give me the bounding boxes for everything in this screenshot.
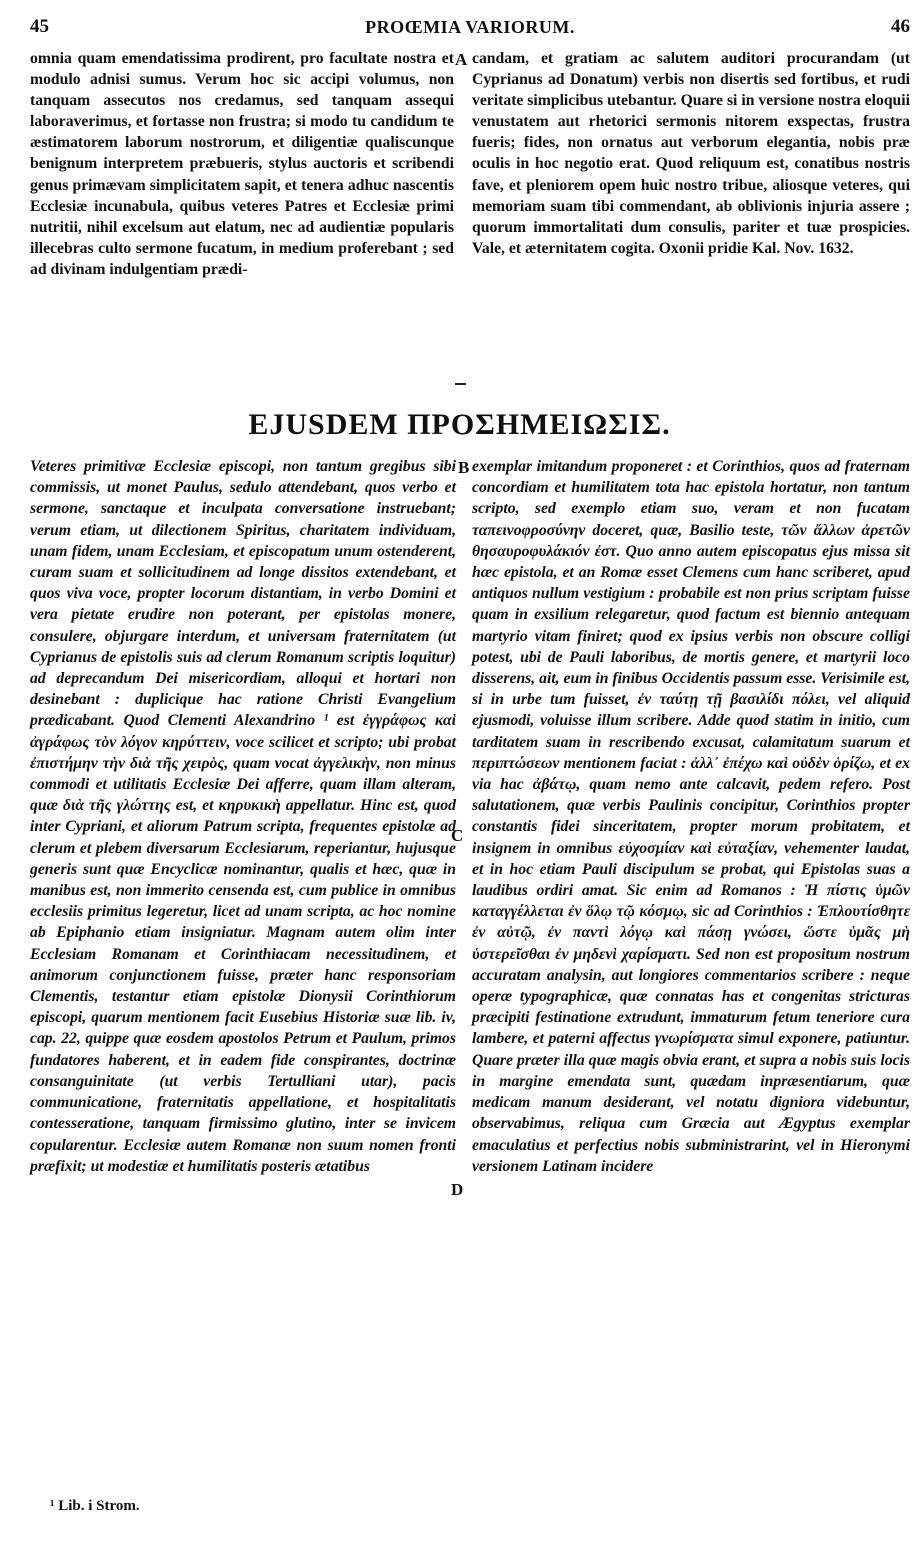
preface-left-text: omnia quam emendatissima prodirent, pro facultate nostra et modulo adnisi sumus. Verum hoc sic accipi volumus, non tanquam assecutos nos credamus, sed tanquam assequi laboraverimus, et fortasse non frustra; si modo tu candidum te æstimatorem laborum nostrorum, et diligentiæ qualiscunque benignum interpretem præbueris, stylus auctoris et scribendi genus primævam simplicitatem sapit, et tenera adhuc nascentis Ecclesiæ incunabula, quibus veteres Patres et Ecclesiæ primi nutritii, nihil excelsum aut elatum, nec ad audientiæ popularis illecebras culto sermone fucatum, in medium proferebant ; sed ad divinam indulgentiam prædi- [30,50,454,278]
preface-right-column [472,48,910,259]
prosemeiosis-right-text: exemplar imitandum proponeret : et Corinthios, quos ad fraternam concordiam et humilitatem tota hac epistola hortatur, non tantum scripto, sed exemplo etiam suo, veram et non fucatam ταπεινοφροσύνην doceret, quæ, Basilio teste, τῶν ἄλλων ἀρετῶν θησαυροφυλάκιόν ἐστ. Quo anno autem episcopatus ejus missa sit hæc epistola, et an Romæ esset Clemens cum hanc scriberet, apud antiquos nullum vestigium : probabile est non prius scriptam fuisse quam in exsilium relegaretur, quod factum est biennio antequam martyrio vitam finiret; quod ex ipsius verbis non obscure colligi potest, ubi de Pauli laboribus, de mortis genere, et martyrii loco disserens, ait, eum in finibus Occidentis passum esse. Verisimile est, si in urbe tum fuisset, ἐν ταύτῃ τῇ βασιλίδι πόλει, vel aliquid ejusmodi, voluisse illum scribere. Adde quod statim in initio, cum tarditatem suam in rescribendo excusat, calamitatum suarum et περιπτώσεων mentionem faciat : ἀλλ᾽ ἐπέχω καὶ οὐδὲν ὁρίζω, et ex via hac ἀβάτῳ, quam nemo ante calcavit, pedem refero. Post salutationem, quæ verbis Paulinis concipitur, Corinthios propter constantis fidei sinceritatem, propter morum probitatem, et insignem in omnibus εὐχοσμίαν καὶ εὐταξίαν, vehementer laudat, et in hoc etiam Pauli discipulum se probat, qui Epistolas suas a laudibus ordiri amat. Sic enim ad Romanos : Ἡ πίστις ὑμῶν καταγγέλλεται ἐν ὅλῳ τῷ κόσμῳ, sic ad Corinthios : Ἐπλουτίσθητε ἐν αὐτῷ, ἐν παντὶ λόγῳ καὶ πάσῃ γνώσει, ὥστε ὑμᾶς μὴ ὑστερεῖσθαι ἐν μηδενὶ χαρίσματι. Sed non est propositum nostrum accuratam analysin, aut longiores commentarios scribere : neque operæ typographicæ, quæ connatas has et congenitas stricturas præcipiti festinatione extrudunt, immaturum fetum teneriore cura lambere, et paterni affectus γνωρίσματα simul exponere, patiuntur. Quare præter illa quæ magis obvia erant, et supra a nobis suis locis in margine emendata sunt, quædam inpræsentiarum, quæ medicam manum desiderant, vel notatu digniora videbuntur, observabimus, reliqua cum Græcia aut Ægyptus exemplar emaculatius et perfectius nobis subministrarint, vel in Hieronymi versionem Latinam incidere [472,458,910,1175]
margin-letter-c: C [451,826,464,845]
page-number-left: 45 [30,16,49,37]
page-number-right: 46 [891,16,910,37]
preface-left-column [30,48,454,280]
prosemeiosis-left-column [30,456,456,1177]
margin-letter-b: B [458,458,470,477]
section-divider [455,383,466,385]
footnote: ¹ Lib. i Strom. [50,1498,140,1514]
preface-right-text: candam, et gratiam ac salutem auditori procurandam (ut Cyprianus ad Donatum) verbis non disertis sed fortibus, et rudi veritate simplicibus utebantur. Quare si in versione nostra eloquii venustatem aut rhetorici sermonis nitorem exspectas, frustra fueris; fides, non ornatus aut verborum elegantia, nobis præ oculis in hoc negotio erat. Quod reliquum est, conatibus nostris fave, et pleniorem opem huic nostro tribue, aliosque veteres, qui memoriam suam tibi commendant, ab oblivionis injuria assere ; quorum immortalitati dum consulis, pariter et tuæ prospicies. Vale, et æternitatem cogita. Oxonii pridie Kal. Nov. 1632. [472,50,910,257]
margin-letter-a: A [455,50,468,69]
running-title: PROŒMIA VARIORUM. [365,17,575,37]
margin-letter-d: D [451,1180,464,1199]
prosemeiosis-left-text: Veteres primitivæ Ecclesiæ episcopi, non tantum gregibus sibi commissis, ut monet Paulus, sedulo attendebant, quos verbo et sermone, sanctaque et inculpata conversatione instruebant; verum etiam, ut dilectionem Spiritus, charitatem individuam, unam fidem, unam Ecclesiam, et episcopatum unum ostenderent, curam suam et sollicitudinem ad longe dissitos extendebant, et quos viva voce, propter locorum distantiam, in verbo Domini et vera pietate erudire non poterant, per epistolas monere, consulere, objurgare interdum, et universam fraternitatem (ut Cyprianus de epistolis suis ad clerum Romanum scriptis loquitur) ad deprecandum Dei misericordiam, alloqui et hortari non desinebant : duplicique hac ratione Christi Evangelium prædicabant. Quod Clementi Alexandrino ¹ est ἐγγράφως καὶ ἀγράφως τὸν λόγον κηρύττειν, voce scilicet et scripto; ubi probat ἐπιστήμην τὴν διὰ τῆς χειρὸς, quam vocat ἀγγελικὴν, non minus commodi et utilitatis Ecclesiæ Dei afferre, quam illam alteram, quæ διὰ τῆς γλώττης est, et κηρυκικὴ appellatur. Hinc est, quod inter Cypriani, et aliorum Patrum scripta, frequentes epistolæ ad clerum et plebem diversarum Ecclesiarum, reperiantur, hujusque generis sunt quæ Encyclicæ nominantur, qualis et hæc, quæ in manibus est, non immerito censenda est, cum publice in omnibus ecclesiis primitus legeretur, licet ad unam scripta, ac hoc nomine ab Epiphanio etiam insigniatur. Magnam autem olim inter Ecclesiam Romanam et Corinthiacam necessitudinem, et animorum conjunctionem fuisse, præter hanc responsoriam Clementis, testantur etiam epistolæ Dionysii Corinthiorum episcopi, quarum mentionem facit Eusebius Historiæ suæ lib. iv, cap. 22, quippe quæ eosdem apostolos Petrum et Paulum, primos fundatores haberent, et in eadem fide conspirantes, doctrinæ consanguinitate (ut verbis Tertulliani utar), pacis communicatione, fraternitatis appellatione, et hospitalitatis contesseratione, tanquam firmissimo glutino, inter se invicem copularentur. Ecclesiæ autem Romanæ non suum nomen fronti præfixit; ut modestiæ et humilitatis posteris ætatibus [30,458,456,1175]
section-title: EJUSDEM ΠΡΟΣΗΜΕΙΩΣΙΣ. [248,408,671,441]
prosemeiosis-right-column [472,456,910,1177]
running-header [30,16,910,42]
